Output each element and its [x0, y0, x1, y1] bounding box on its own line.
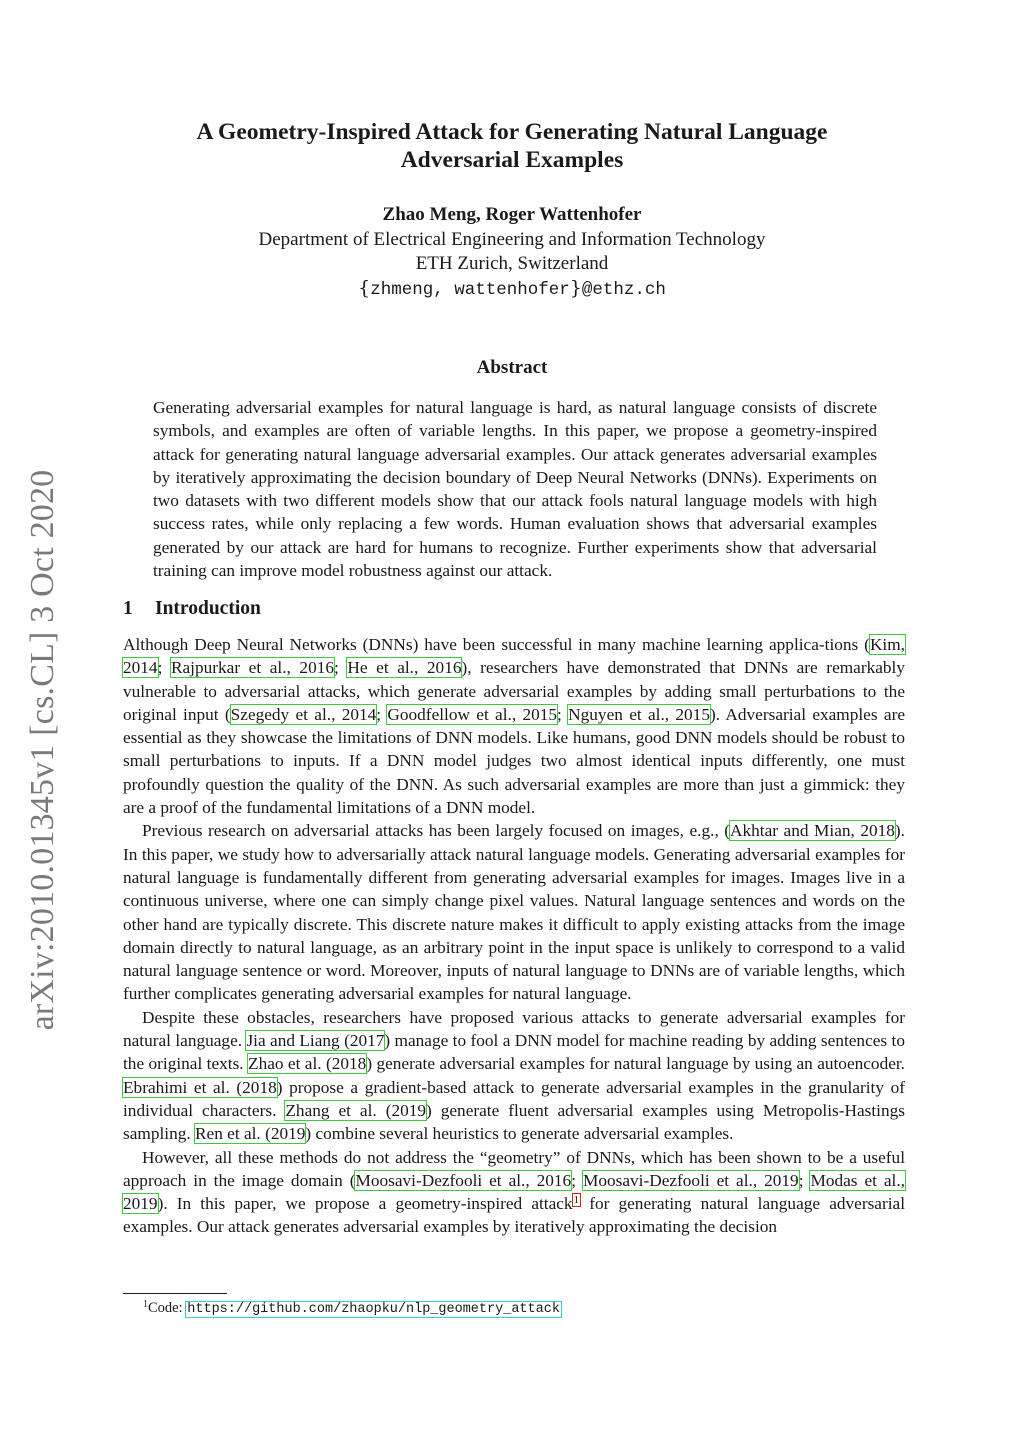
citation-link[interactable]: Goodfellow et al., 2015	[387, 704, 558, 724]
citation-link[interactable]: Moosavi-Dezfooli et al., 2016	[355, 1170, 572, 1190]
footnote-mark: 1	[143, 1299, 148, 1310]
citation-link[interactable]: Akhtar and Mian, 2018	[730, 821, 895, 841]
footnote-reference-link[interactable]: 1	[573, 1194, 580, 1207]
intro-paragraph-3: Despite these obstacles, researchers have proposed various attacks to generate adversarial examples for natural language. Jia and Liang (2017) manage to fool a DNN model for machine reading by adding sentences to the original texts. Zhao et al. (2018) generate adversarial examples for natural language by using an autoencoder. Ebrahimi et al. (2018) propose a gradient-based attack to generate adversarial examples in the granularity of individual characters. Zhang et al. (2019) generate fluent adversarial examples using Metropolis-Hastings sampling. Ren et al. (2019) combine several heuristics to generate adversarial examples.	[123, 1007, 905, 1144]
intro-paragraph-4: However, all these methods do not address the “geometry” of DNNs, which has been shown to be a useful approach in the image domain (Moosavi-Dezfooli et al., 2016; Moosavi-Dezfooli et al., 2019; Modas et al., 2019). In this paper, we propose a geometry-inspired attack$^1$ for generating natural language adversarial examples. Our attack generates adversarial examples by iteratively approximating the decision	[123, 1147, 905, 1237]
citation-link[interactable]: Rajpurkar et al., 2016	[170, 658, 334, 678]
abstract-text: Generating adversarial examples for natural language is hard, as natural language consists of discrete symbols, and examples are often of variable lengths. In this paper, we propose a geometry-inspired attack for generating natural language adversarial examples. Our attack generates adversarial examples by iteratively approximating the decision boundary of Deep Neural Networks (DNNs). Experiments on two datasets with two different models show that our attack fools natural language models with high success rates, while only replacing a few words. Human evaluation shows that adversarial examples generated by our attack are hard for humans to recognize. Further experiments show that adversarial training can improve model robustness against our attack.	[153, 398, 877, 581]
section-number: 1	[123, 598, 133, 619]
department: Department of Electrical Engineering and Information Technology	[258, 229, 766, 250]
title-line-1: A Geometry-Inspired Attack for Generating Natural Language	[196, 119, 828, 145]
email-open-brace: {	[358, 277, 371, 299]
intro-paragraph-2: Previous research on adversarial attacks has been largely focused on images, e.g., (Akhtar and Mian, 2018). In this paper, we study how to adversarially attack natural language models. Generating adversarial examples for natural language is fundamentally different from generating adversarial examples for images. Images live in a continuous universe, where one can simply change pixel values. Natural language sentences and words on the other hand are typically discrete. This discrete nature makes it difficult to apply existing attacks from the image domain directly to natural language, as an arbitrary point in the input space is unlikely to correspond to a valid natural language sentence or word. Moreover, inputs of natural language to DNNs are of variable lengths, which further complicates generating adversarial examples for natural language.	[123, 821, 905, 1004]
author-email	[120, 276, 904, 302]
author-names: Zhao Meng, Roger Wattenhofer	[382, 204, 642, 225]
citation-link[interactable]: Modas et al., 2019	[123, 1170, 905, 1214]
paper-title	[120, 118, 904, 174]
footnote	[143, 1298, 561, 1320]
citation-link[interactable]: Jia and Liang (2017	[246, 1031, 385, 1051]
citation-link[interactable]: He et al., 2016	[347, 658, 462, 678]
institution: ETH Zurich, Switzerland	[415, 253, 609, 274]
section-title: Introduction	[155, 598, 261, 619]
citation-link[interactable]: Ren et al. (2019	[195, 1124, 306, 1144]
citation-link[interactable]: Nguyen et al., 2015	[568, 704, 710, 724]
email-domain: @ethz.ch	[581, 280, 666, 300]
email-names: zhmeng, wattenhofer	[370, 280, 570, 300]
citation-link[interactable]: Zhao et al. (2018	[248, 1054, 367, 1074]
arxiv-identifier: arXiv:2010.01345v1 [cs.CL] 3 Oct 2020	[24, 469, 61, 1031]
affiliation-block	[120, 228, 904, 302]
footnote-divider	[123, 1293, 227, 1294]
citation-link[interactable]: Szegedy et al., 2014	[230, 704, 377, 724]
abstract-heading: Abstract	[476, 357, 548, 378]
footnote-label: Code:	[148, 1300, 187, 1316]
introduction-body	[123, 633, 905, 1239]
section-heading	[123, 597, 261, 621]
code-url-link[interactable]: https://github.com/zhaopku/nlp_geometry_attack	[187, 1302, 560, 1317]
email-close-brace: }	[569, 277, 582, 299]
citation-link[interactable]: Ebrahimi et al. (2018	[123, 1077, 277, 1097]
citation-link[interactable]: Kim, 2014	[123, 635, 905, 678]
intro-paragraph-1: Although Deep Neural Networks (DNNs) have been successful in many machine learning applica-tions (Kim, 2014; Rajpurkar et al., 2016; He et al., 2016), researchers have demonstrated that DNNs are remarkably vulnerable to adversarial attacks, which generate adversarial examples by adding small perturbations to the original input (Szegedy et al., 2014; Goodfellow et al., 2015; Nguyen et al., 2015). Adversarial examples are essential as they showcase the limitations of DNN models. Like humans, good DNN models should be robust to small perturbations to inputs. If a DNN model judges two almost identical inputs differently, one must profoundly question the quality of the DNN. As such adversarial examples are more than just a gimmick: they are a proof of the fundamental limitations of a DNN model.	[123, 635, 905, 818]
citation-link[interactable]: Zhang et al. (2019	[285, 1100, 427, 1120]
title-line-2: Adversarial Examples	[400, 147, 624, 173]
citation-link[interactable]: Moosavi-Dezfooli et al., 2019	[582, 1170, 799, 1190]
